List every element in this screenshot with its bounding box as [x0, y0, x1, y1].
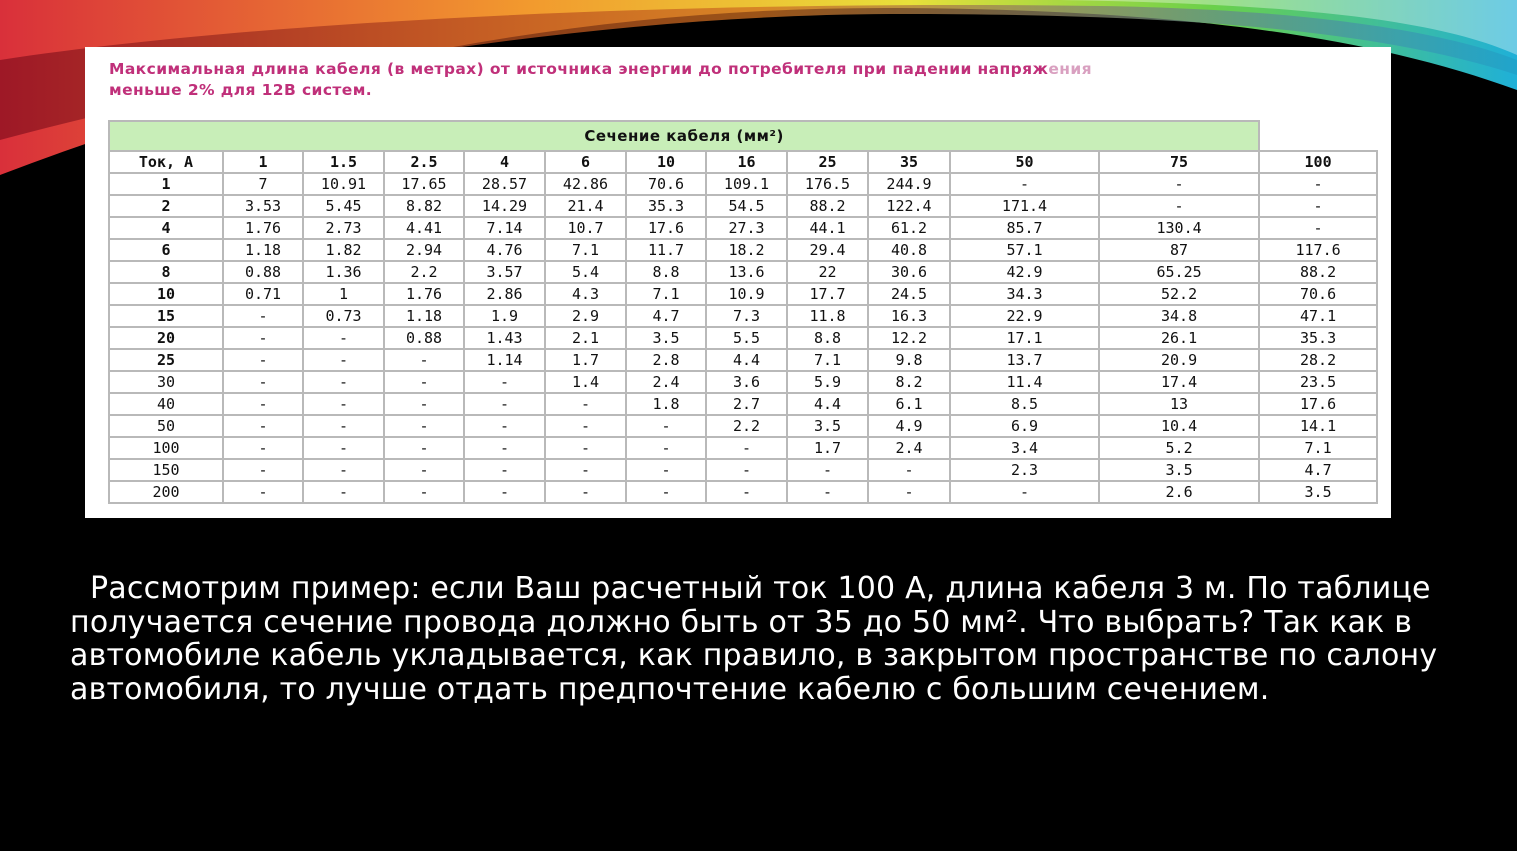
table-cell: 17.1 — [950, 327, 1099, 349]
table-cell: 7.1 — [545, 239, 626, 261]
table-cell: 1.18 — [223, 239, 303, 261]
table-cell: 65.25 — [1099, 261, 1259, 283]
table-cell: - — [384, 437, 464, 459]
table-cell: 40.8 — [868, 239, 950, 261]
table-cell: - — [1099, 173, 1259, 195]
table-cell: 117.6 — [1259, 239, 1377, 261]
table-cell: 2.6 — [1099, 481, 1259, 503]
table-cell: 85.7 — [950, 217, 1099, 239]
table-cell: 1.36 — [303, 261, 384, 283]
table-cell: - — [384, 393, 464, 415]
table-cell: 47.1 — [1259, 305, 1377, 327]
table-cell: 10.91 — [303, 173, 384, 195]
row-current-label: 150 — [109, 459, 223, 481]
table-cell: 1.76 — [223, 217, 303, 239]
table-cell: 35.3 — [626, 195, 706, 217]
table-cell: 22.9 — [950, 305, 1099, 327]
table-cell: - — [464, 481, 545, 503]
table-cell: 88.2 — [787, 195, 868, 217]
table-cell: - — [223, 415, 303, 437]
table-cell: 11.8 — [787, 305, 868, 327]
table-cell: 14.29 — [464, 195, 545, 217]
table-cell: - — [384, 415, 464, 437]
table-cell: - — [706, 437, 787, 459]
example-text: Рассмотрим пример: если Ваш расчетный ток 100 А, длина кабеля 3 м. По таблице получается сечение провода должно быть от 35 до 50 мм². Что выбрать? Так как в автомобиле кабель укладывается, как правило, в закрытом пространстве по салону автомобиля, то лучше отдать предпочтение кабелю с большим сечением. — [70, 571, 1438, 707]
table-row — [109, 415, 1377, 437]
table-cell: - — [464, 415, 545, 437]
table-cell: 14.1 — [1259, 415, 1377, 437]
table-cell: 10.4 — [1099, 415, 1259, 437]
table-cell: - — [950, 481, 1099, 503]
table-cell: 52.2 — [1099, 283, 1259, 305]
table-cell: 2.9 — [545, 305, 626, 327]
table-cell: 70.6 — [626, 173, 706, 195]
table-cell: 1 — [303, 283, 384, 305]
table-row — [109, 459, 1377, 481]
table-cell: 13.7 — [950, 349, 1099, 371]
table-cell: - — [464, 393, 545, 415]
table-cell: 1.14 — [464, 349, 545, 371]
table-cell: 8.8 — [787, 327, 868, 349]
table-cell: 5.5 — [706, 327, 787, 349]
table-caption — [109, 59, 1379, 101]
row-current-label: 2 — [109, 195, 223, 217]
column-header: 4 — [464, 151, 545, 173]
table-cell: 11.4 — [950, 371, 1099, 393]
column-header: 6 — [545, 151, 626, 173]
table-cell: 4.4 — [706, 349, 787, 371]
table-row — [109, 195, 1377, 217]
table-cell: 61.2 — [868, 217, 950, 239]
table-cell: 5.45 — [303, 195, 384, 217]
table-cell: 4.3 — [545, 283, 626, 305]
table-cell: 5.4 — [545, 261, 626, 283]
table-cell: 7.14 — [464, 217, 545, 239]
table-cell: - — [384, 459, 464, 481]
table-cell: 3.4 — [950, 437, 1099, 459]
table-cell: 5.2 — [1099, 437, 1259, 459]
table-cell: - — [223, 327, 303, 349]
table-row — [109, 173, 1377, 195]
table-cell: - — [1259, 217, 1377, 239]
row-current-label: 15 — [109, 305, 223, 327]
table-cell: 3.5 — [1259, 481, 1377, 503]
table-cell: 28.2 — [1259, 349, 1377, 371]
table-cell: 8.82 — [384, 195, 464, 217]
table-cell: 3.6 — [706, 371, 787, 393]
table-cell: 8.5 — [950, 393, 1099, 415]
table-row — [109, 437, 1377, 459]
table-cell: 1.7 — [545, 349, 626, 371]
table-cell: - — [303, 459, 384, 481]
column-header: 2.5 — [384, 151, 464, 173]
table-cell: 7.1 — [787, 349, 868, 371]
table-cell: 1.76 — [384, 283, 464, 305]
column-header: 1 — [223, 151, 303, 173]
table-cell: 17.7 — [787, 283, 868, 305]
table-cell: 10.7 — [545, 217, 626, 239]
table-cell: 5.9 — [787, 371, 868, 393]
table-cell: - — [706, 459, 787, 481]
table-row — [109, 261, 1377, 283]
table-cell: 1.8 — [626, 393, 706, 415]
table-cell: 6.9 — [950, 415, 1099, 437]
table-cell: - — [303, 415, 384, 437]
table-cell: 26.1 — [1099, 327, 1259, 349]
table-cell: 2.94 — [384, 239, 464, 261]
table-cell: 6.1 — [868, 393, 950, 415]
table-cell: - — [464, 437, 545, 459]
column-header: 50 — [950, 151, 1099, 173]
table-cell: 3.53 — [223, 195, 303, 217]
table-cell: - — [384, 481, 464, 503]
cross-section-header: Сечение кабеля (мм²) — [109, 121, 1259, 151]
table-cell: - — [868, 481, 950, 503]
table-cell: 87 — [1099, 239, 1259, 261]
table-cell: 2.7 — [706, 393, 787, 415]
table-row — [109, 239, 1377, 261]
table-cell: - — [384, 349, 464, 371]
table-cell: 3.5 — [626, 327, 706, 349]
table-cell: 1.82 — [303, 239, 384, 261]
table-cell: - — [787, 459, 868, 481]
table-cell: 11.7 — [626, 239, 706, 261]
table-cell: - — [1099, 195, 1259, 217]
table-cell: 17.65 — [384, 173, 464, 195]
column-header-row — [109, 151, 1377, 173]
table-cell: 4.41 — [384, 217, 464, 239]
table-cell: 20.9 — [1099, 349, 1259, 371]
table-cell: - — [950, 173, 1099, 195]
table-row — [109, 393, 1377, 415]
row-current-label: 20 — [109, 327, 223, 349]
table-cell: 7.3 — [706, 305, 787, 327]
table-cell: 8.2 — [868, 371, 950, 393]
table-cell: 4.9 — [868, 415, 950, 437]
table-cell: - — [545, 415, 626, 437]
table-cell: 1.9 — [464, 305, 545, 327]
row-current-label: 4 — [109, 217, 223, 239]
column-header: 35 — [868, 151, 950, 173]
table-cell: 7 — [223, 173, 303, 195]
table-cell: - — [464, 371, 545, 393]
table-cell: - — [303, 481, 384, 503]
table-cell: - — [626, 459, 706, 481]
table-cell: 17.6 — [1259, 393, 1377, 415]
row-current-label: 100 — [109, 437, 223, 459]
table-cell: 24.5 — [868, 283, 950, 305]
column-header: 1.5 — [303, 151, 384, 173]
table-cell: - — [626, 481, 706, 503]
row-current-label: 200 — [109, 481, 223, 503]
table-cell: 28.57 — [464, 173, 545, 195]
table-cell: 16.3 — [868, 305, 950, 327]
table-row — [109, 349, 1377, 371]
table-row — [109, 283, 1377, 305]
table-cell: 0.88 — [384, 327, 464, 349]
table-cell: - — [545, 481, 626, 503]
column-header: 100 — [1259, 151, 1377, 173]
example-paragraph — [70, 572, 1440, 706]
table-cell: 29.4 — [787, 239, 868, 261]
table-cell: 13 — [1099, 393, 1259, 415]
table-cell: 3.57 — [464, 261, 545, 283]
table-cell: 244.9 — [868, 173, 950, 195]
column-header: 16 — [706, 151, 787, 173]
table-row — [109, 327, 1377, 349]
table-cell: 2.86 — [464, 283, 545, 305]
table-cell: - — [303, 393, 384, 415]
table-cell: 27.3 — [706, 217, 787, 239]
table-cell: - — [303, 349, 384, 371]
table-cell: 122.4 — [868, 195, 950, 217]
table-cell: 8.8 — [626, 261, 706, 283]
row-current-label: 6 — [109, 239, 223, 261]
table-cell: 2.2 — [706, 415, 787, 437]
table-cell: - — [303, 327, 384, 349]
row-current-label: 30 — [109, 371, 223, 393]
table-cell: 1.18 — [384, 305, 464, 327]
row-current-label: 25 — [109, 349, 223, 371]
table-cell: 0.71 — [223, 283, 303, 305]
table-cell: - — [626, 415, 706, 437]
table-cell: 57.1 — [950, 239, 1099, 261]
table-cell: 2.2 — [384, 261, 464, 283]
table-cell: 2.1 — [545, 327, 626, 349]
table-cell: 13.6 — [706, 261, 787, 283]
table-cell: 21.4 — [545, 195, 626, 217]
row-current-label: 8 — [109, 261, 223, 283]
cable-table-image — [85, 47, 1391, 518]
cable-length-table — [108, 120, 1378, 504]
table-cell: 12.2 — [868, 327, 950, 349]
table-cell: 42.9 — [950, 261, 1099, 283]
caption-line1-faded: ения — [1048, 60, 1092, 78]
table-cell: 176.5 — [787, 173, 868, 195]
table-cell: - — [706, 481, 787, 503]
table-cell: - — [223, 349, 303, 371]
table-cell: - — [223, 371, 303, 393]
table-cell: 9.8 — [868, 349, 950, 371]
table-cell: 18.2 — [706, 239, 787, 261]
table-cell: 171.4 — [950, 195, 1099, 217]
caption-line1: Максимальная длина кабеля (в метрах) от источника энергии до потребителя при падении напряж — [109, 60, 1049, 78]
table-cell: 109.1 — [706, 173, 787, 195]
table-cell: 4.7 — [626, 305, 706, 327]
table-cell: 54.5 — [706, 195, 787, 217]
table-cell: - — [1259, 195, 1377, 217]
table-cell: 1.4 — [545, 371, 626, 393]
table-cell: - — [545, 437, 626, 459]
table-cell: 88.2 — [1259, 261, 1377, 283]
table-cell: 70.6 — [1259, 283, 1377, 305]
table-cell: - — [545, 393, 626, 415]
table-cell: 22 — [787, 261, 868, 283]
table-row — [109, 217, 1377, 239]
table-cell: 0.88 — [223, 261, 303, 283]
column-header: 25 — [787, 151, 868, 173]
table-cell: 34.8 — [1099, 305, 1259, 327]
table-cell: - — [223, 481, 303, 503]
table-cell: - — [223, 305, 303, 327]
corner-label: Ток, А — [109, 151, 223, 173]
table-cell: 2.4 — [868, 437, 950, 459]
table-cell: - — [868, 459, 950, 481]
table-cell: 0.73 — [303, 305, 384, 327]
row-current-label: 10 — [109, 283, 223, 305]
table-cell: - — [1259, 173, 1377, 195]
table-cell: 23.5 — [1259, 371, 1377, 393]
table-cell: 3.5 — [787, 415, 868, 437]
table-row — [109, 481, 1377, 503]
table-cell: 7.1 — [626, 283, 706, 305]
table-cell: 1.7 — [787, 437, 868, 459]
caption-line2: меньше 2% для 12В систем. — [109, 81, 373, 99]
table-cell: - — [223, 459, 303, 481]
table-cell: - — [223, 393, 303, 415]
table-cell: - — [384, 371, 464, 393]
row-current-label: 40 — [109, 393, 223, 415]
table-cell: 7.1 — [1259, 437, 1377, 459]
table-cell: 35.3 — [1259, 327, 1377, 349]
table-cell: 2.3 — [950, 459, 1099, 481]
table-cell: 10.9 — [706, 283, 787, 305]
table-cell: 1.43 — [464, 327, 545, 349]
table-row — [109, 305, 1377, 327]
table-row — [109, 371, 1377, 393]
row-current-label: 1 — [109, 173, 223, 195]
column-header: 75 — [1099, 151, 1259, 173]
row-current-label: 50 — [109, 415, 223, 437]
table-cell: 4.7 — [1259, 459, 1377, 481]
table-cell: - — [787, 481, 868, 503]
table-cell: 30.6 — [868, 261, 950, 283]
table-cell: - — [545, 459, 626, 481]
table-cell: 4.4 — [787, 393, 868, 415]
table-cell: 34.3 — [950, 283, 1099, 305]
table-cell: 130.4 — [1099, 217, 1259, 239]
table-cell: 2.8 — [626, 349, 706, 371]
table-cell: 44.1 — [787, 217, 868, 239]
table-body — [109, 173, 1377, 503]
table-cell: - — [223, 437, 303, 459]
table-cell: - — [464, 459, 545, 481]
table-cell: - — [303, 437, 384, 459]
table-cell: 3.5 — [1099, 459, 1259, 481]
table-cell: 17.6 — [626, 217, 706, 239]
table-cell: 4.76 — [464, 239, 545, 261]
table-cell: - — [303, 371, 384, 393]
table-cell: - — [626, 437, 706, 459]
table-cell: 2.73 — [303, 217, 384, 239]
table-cell: 17.4 — [1099, 371, 1259, 393]
column-header: 10 — [626, 151, 706, 173]
table-cell: 42.86 — [545, 173, 626, 195]
table-cell: 2.4 — [626, 371, 706, 393]
